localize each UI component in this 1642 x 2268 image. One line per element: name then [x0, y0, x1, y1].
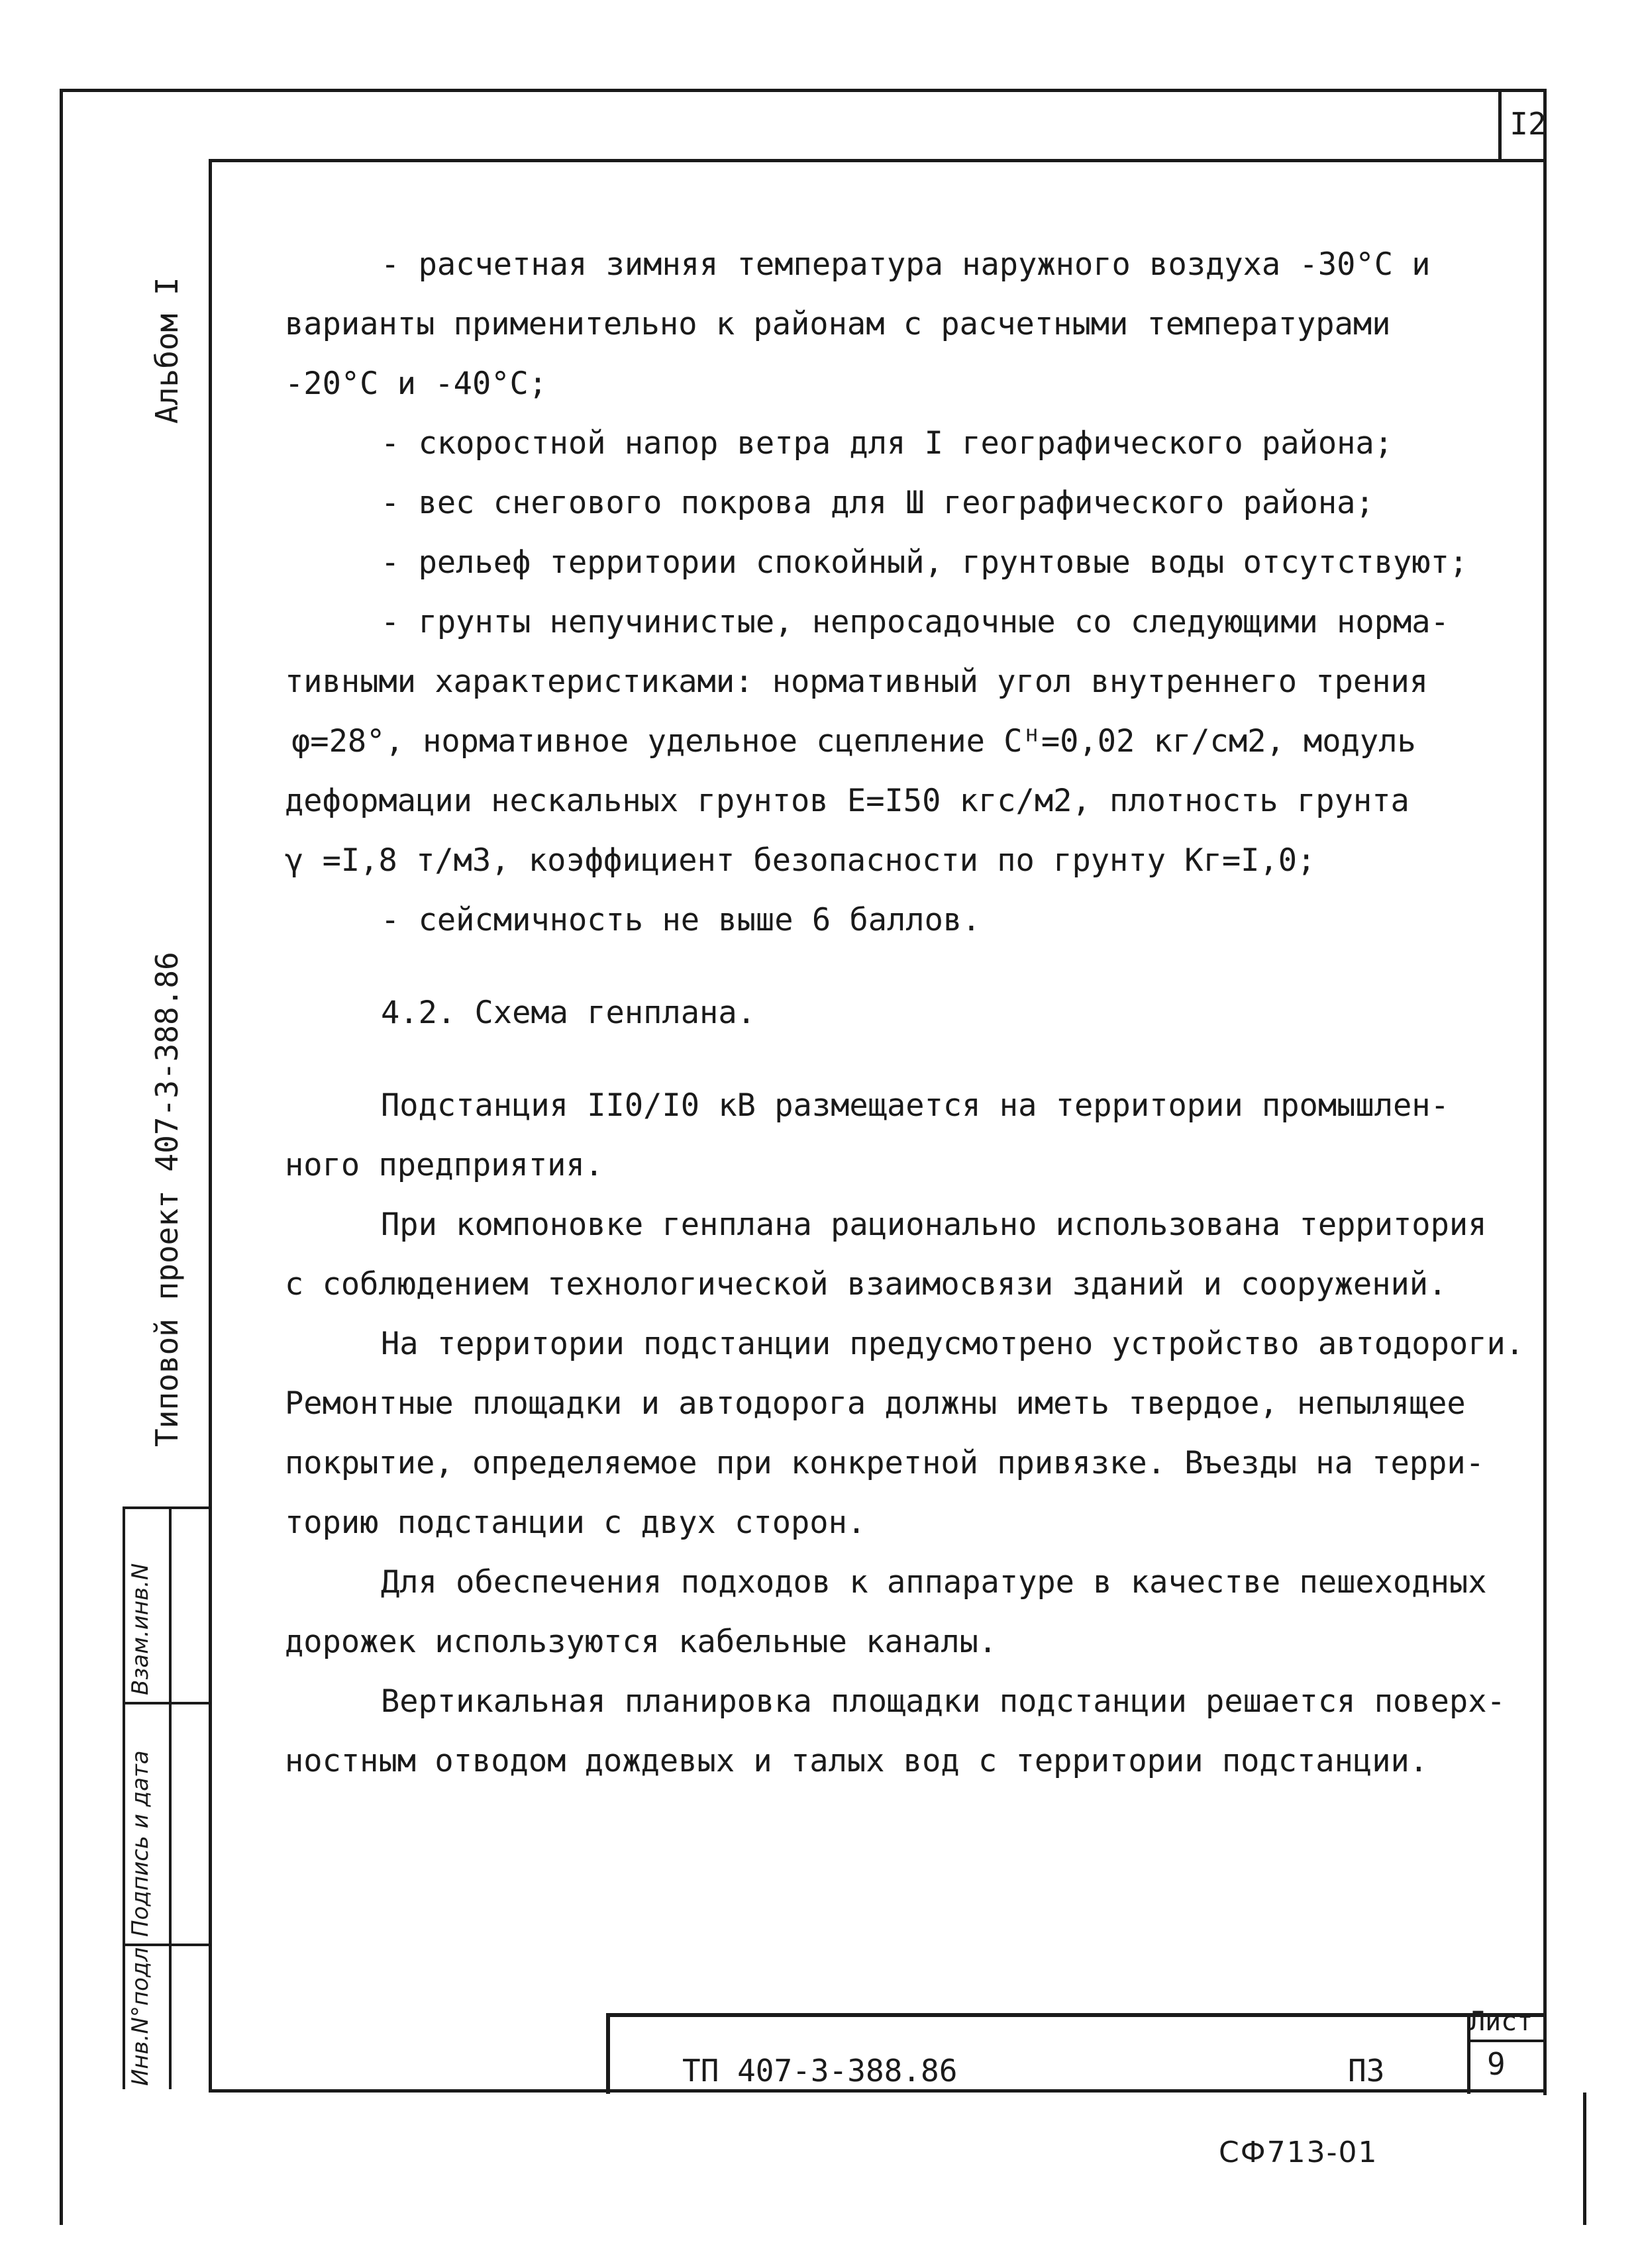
- sheet-number: 9: [1487, 2046, 1506, 2082]
- sheet-cell-divider: [1467, 2040, 1547, 2042]
- section-heading: 4.2. Схема генплана.: [381, 995, 756, 1031]
- text-line: φ=28°, нормативное удельное сцепление Сᴴ=0,02 кг/см2, модуль: [291, 723, 1416, 760]
- stamp-column-divider: [169, 1506, 172, 2089]
- text-line: При компоновке генплана рационально использована территория: [381, 1207, 1487, 1243]
- text-line: с соблюдением технологической взаимосвязи зданий и сооружений.: [285, 1266, 1447, 1303]
- album-label: Альбом I: [149, 277, 185, 424]
- text-line: Ремонтные площадки и автодорога должны иметь твердое, непылящее: [285, 1385, 1466, 1422]
- text-line: Для обеспечения подходов к аппаратуре в качестве пешеходных: [381, 1564, 1487, 1601]
- text-line: покрытие, определяемое при конкретной привязке. Въезды на терри-: [285, 1445, 1484, 1481]
- text-line: - скоростной напор ветра для I географического района;: [381, 425, 1394, 462]
- text-line: - вес снегового покрова для Ш географического района;: [381, 485, 1374, 521]
- text-line: Подстанция II0/I0 кВ размещается на территории промышлен-: [381, 1087, 1449, 1124]
- text-line: варианты применительно к районам с расчетными температурами: [285, 306, 1391, 342]
- title-block-doc-type: ПЗ: [1348, 2053, 1385, 2089]
- title-block-code: ТП 407-3-388.86: [682, 2053, 958, 2089]
- text-line: - грунты непучинистые, непросадочные со следующими норма-: [381, 604, 1449, 640]
- sheet-label: Лист: [1469, 2006, 1533, 2037]
- stamp-replacement-label: Взам.инв.N: [127, 1563, 154, 1695]
- page-number: I2: [1510, 106, 1547, 142]
- stamp-row-line: [123, 1944, 209, 1946]
- text-line: - рельеф территории спокойный, грунтовые воды отсутствуют;: [381, 544, 1468, 581]
- text-line: - сейсмичность не выше 6 баллов.: [381, 902, 981, 938]
- text-line: ного предприятия.: [285, 1147, 604, 1183]
- right-edge-mark: [1583, 2093, 1586, 2225]
- stamp-signature-label: Подпись и дата: [127, 1750, 154, 1937]
- left-edge-mark: [60, 2093, 63, 2225]
- handwritten-note: СФ713-01: [1219, 2136, 1378, 2169]
- text-line: Вертикальная планировка площадки подстанции решается поверх-: [381, 1683, 1506, 1720]
- stamp-inventory-label: Инв.N°подл: [127, 1947, 154, 2086]
- text-line: дорожек используются кабельные каналы.: [285, 1624, 998, 1660]
- text-line: тивными характеристиками: нормативный угол внутреннего трения: [285, 664, 1429, 700]
- text-line: - расчетная зимняя температура наружного воздуха -30°С и: [381, 246, 1431, 283]
- project-label: Типовой проект 407-3-388.86: [149, 952, 185, 1447]
- frame-right-double-line: [1543, 159, 1547, 2093]
- stamp-column-left-border: [123, 1506, 125, 2089]
- text-line: ностным отводом дождевых и талых вод с территории подстанции.: [285, 1743, 1429, 1779]
- text-line: деформации нескальных грунтов Е=I50 кгс/м2, плотность грунта: [285, 783, 1410, 819]
- text-line: торию подстанции с двух сторон.: [285, 1504, 866, 1541]
- stamp-row-line: [123, 1702, 209, 1704]
- stamp-row-line: [123, 1506, 209, 1509]
- text-line: На территории подстанции предусмотрено устройство автодороги.: [381, 1326, 1525, 1362]
- text-line: -20°С и -40°С;: [285, 366, 548, 402]
- body-text: [285, 235, 1525, 1791]
- text-line: γ =I,8 т/м3, коэффициент безопасности по грунту Кг=I,0;: [285, 842, 1316, 879]
